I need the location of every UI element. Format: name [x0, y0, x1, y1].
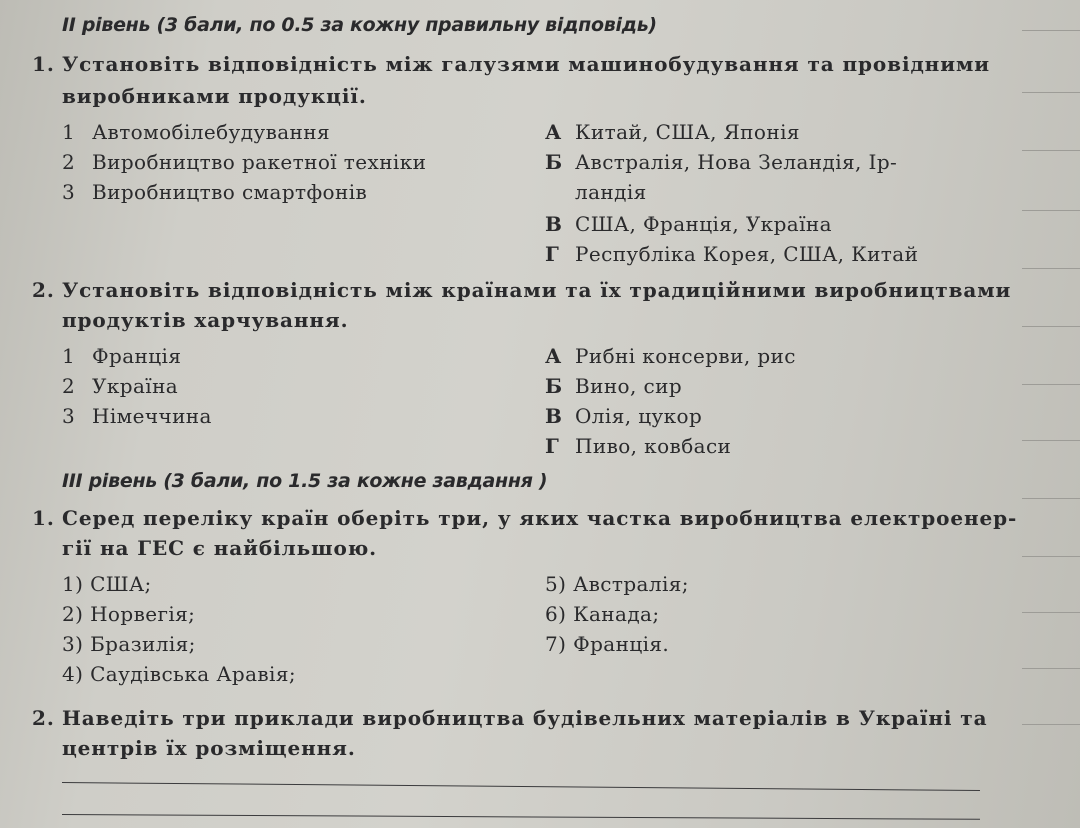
match-left-item: 2 Виробництво ракетної техніки [62, 150, 427, 174]
margin-rule [1022, 440, 1080, 441]
margin-rule [1022, 384, 1080, 385]
task-number: 2. [32, 706, 55, 730]
margin-rule [1022, 92, 1080, 93]
margin-rule [1022, 268, 1080, 269]
margin-rule [1022, 668, 1080, 669]
option-item: 6) Канада; [545, 602, 660, 626]
task-text: центрів їх розміщення. [62, 736, 356, 760]
option-item: 5) Австралія; [545, 572, 689, 596]
answer-line[interactable] [62, 782, 980, 791]
level3-heading: ІІІ рівень (3 бали, по 1.5 за кожне завдання ) [62, 470, 548, 492]
match-right-item: Б Австралія, Нова Зеландія, Ір- [545, 150, 898, 174]
match-right-item-continuation: ландія [575, 180, 647, 204]
margin-rule [1022, 724, 1080, 725]
match-right-item: А Китай, США, Японія [545, 120, 800, 144]
match-right-item: Г Республіка Корея, США, Китай [545, 242, 919, 266]
task-number: 1. [32, 52, 55, 76]
task-text: Серед переліку країн оберіть три, у яких частка виробництва електроенер- [62, 506, 1018, 530]
match-left-item: 1 Автомобілебудування [62, 120, 331, 144]
task-text: гії на ГЕС є найбільшою. [62, 536, 377, 560]
option-item: 3) Бразилія; [62, 632, 196, 656]
margin-rule [1022, 556, 1080, 557]
match-left-item: 3 Німеччина [62, 404, 212, 428]
task-number: 1. [32, 506, 55, 530]
task-text: Наведіть три приклади виробництва будівельних матеріалів в Україні та [62, 706, 988, 730]
match-right-item: Б Вино, сир [545, 374, 683, 398]
margin-rule [1022, 326, 1080, 327]
margin-rule [1022, 150, 1080, 151]
match-left-item: 1 Франція [62, 344, 182, 368]
answer-line[interactable] [62, 814, 980, 820]
match-right-item: Г Пиво, ковбаси [545, 434, 732, 458]
task-number: 2. [32, 278, 55, 302]
task-text: Установіть відповідність між галузями машинобудування та провідними [62, 52, 990, 76]
match-right-item: А Рибні консерви, рис [545, 344, 796, 368]
option-item: 1) США; [62, 572, 152, 596]
task-text: продуктів харчування. [62, 308, 349, 332]
margin-rule [1022, 30, 1080, 31]
margin-rule [1022, 612, 1080, 613]
match-left-item: 2 Україна [62, 374, 179, 398]
level2-heading: ІІ рівень (3 бали, по 0.5 за кожну правильну відповідь) [62, 14, 657, 36]
match-left-item: 3 Виробництво смартфонів [62, 180, 368, 204]
option-item: 2) Норвегія; [62, 602, 196, 626]
match-right-item: В США, Франція, Україна [545, 212, 832, 236]
option-item: 7) Франція. [545, 632, 670, 656]
task-text: Установіть відповідність між країнами та їх традиційними виробництвами [62, 278, 1012, 302]
match-right-item: В Олія, цукор [545, 404, 703, 428]
margin-rule [1022, 498, 1080, 499]
margin-rule [1022, 210, 1080, 211]
option-item: 4) Саудівська Аравія; [62, 662, 297, 686]
task-text: виробниками продукції. [62, 84, 367, 108]
